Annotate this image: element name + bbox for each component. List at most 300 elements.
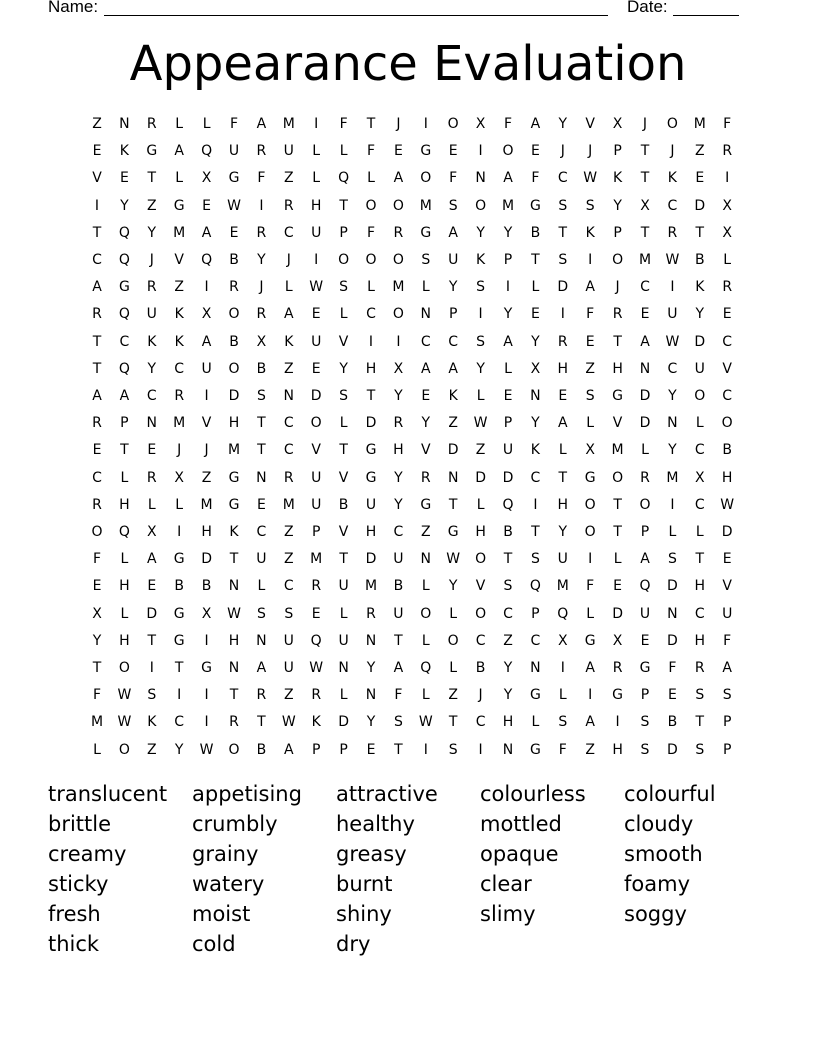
grid-letter: O xyxy=(502,143,514,160)
grid-letter: Y xyxy=(503,660,513,676)
grid-letter: Q xyxy=(118,524,130,540)
word-list-item: colourful xyxy=(624,782,716,806)
grid-letter: C xyxy=(722,388,733,404)
grid-letter: I xyxy=(204,632,209,649)
grid-letter: L xyxy=(531,714,540,731)
word-list-item: foamy xyxy=(624,872,690,896)
grid-letter: N xyxy=(667,415,678,432)
grid-letter: R xyxy=(229,279,239,296)
grid-letter: C xyxy=(283,224,294,241)
grid-letter: I xyxy=(368,333,374,350)
grid-letter: T xyxy=(531,252,540,268)
grid-letter: L xyxy=(339,605,348,622)
grid-letter: B xyxy=(256,360,267,377)
grid-letter: Y xyxy=(695,306,705,323)
grid-letter: P xyxy=(503,415,513,432)
grid-letter: Y xyxy=(366,660,376,676)
grid-letter: L xyxy=(120,605,129,622)
grid-letter: M xyxy=(666,469,679,486)
grid-letter: U xyxy=(283,660,294,676)
grid-letter: A xyxy=(284,741,294,758)
grid-letter: C xyxy=(694,496,705,513)
grid-letter: I xyxy=(505,279,511,296)
grid-letter: G xyxy=(584,469,596,486)
grid-letter: P xyxy=(503,252,513,268)
grid-letter: X xyxy=(201,605,212,622)
grid-letter: R xyxy=(612,306,623,323)
grid-letter: W xyxy=(117,687,132,704)
grid-letter: E xyxy=(229,224,239,241)
grid-letter: H xyxy=(694,578,706,595)
grid-letter: V xyxy=(722,360,732,377)
grid-letter: V xyxy=(338,524,349,540)
grid-letter: S xyxy=(339,279,349,296)
grid-letter: I xyxy=(560,660,565,676)
grid-letter: E xyxy=(722,551,732,568)
grid-letter: D xyxy=(502,469,514,486)
grid-letter: C xyxy=(667,360,678,377)
grid-letter: T xyxy=(257,415,266,432)
grid-letter: D xyxy=(146,605,158,622)
grid-letter: O xyxy=(420,605,432,622)
grid-letter: R xyxy=(92,306,102,323)
grid-letter: R xyxy=(640,469,650,486)
grid-letter: P xyxy=(448,306,458,323)
grid-letter: W xyxy=(720,496,735,513)
grid-letter: W xyxy=(199,741,214,758)
grid-letter: Z xyxy=(695,143,705,160)
grid-letter: I xyxy=(396,333,401,350)
grid-letter: S xyxy=(476,279,486,296)
grid-letter: D xyxy=(639,388,651,404)
grid-letter: O xyxy=(228,741,240,758)
grid-letter: X xyxy=(530,360,541,377)
grid-letter: F xyxy=(723,632,732,649)
grid-letter: E xyxy=(147,442,157,459)
grid-letter: M xyxy=(364,578,378,595)
grid-letter: X xyxy=(722,224,732,241)
grid-letter: O xyxy=(475,605,487,622)
grid-letter: S xyxy=(585,388,595,404)
grid-letter: L xyxy=(668,524,677,540)
grid-letter: Y xyxy=(366,714,376,731)
grid-letter: H xyxy=(119,578,130,595)
grid-letter: Q xyxy=(118,306,130,323)
grid-letter: E xyxy=(640,632,650,649)
grid-letter: D xyxy=(639,415,651,432)
grid-letter: N xyxy=(256,469,267,486)
grid-letter: Z xyxy=(448,415,458,432)
grid-letter: E xyxy=(92,578,102,595)
grid-letter: C xyxy=(283,578,294,595)
grid-letter: L xyxy=(147,496,156,513)
grid-letter: U xyxy=(311,496,322,513)
grid-letter: A xyxy=(558,415,568,432)
grid-letter: W xyxy=(583,170,598,187)
grid-letter: L xyxy=(367,170,375,187)
grid-letter: R xyxy=(612,660,623,676)
grid-letter: Y xyxy=(503,306,513,323)
grid-letter: D xyxy=(612,605,623,622)
grid-letter: H xyxy=(612,360,623,377)
grid-letter: L xyxy=(613,551,622,568)
word-list-item: translucent xyxy=(48,782,168,806)
grid-letter: G xyxy=(420,224,432,241)
grid-letter: E xyxy=(585,333,595,350)
grid-letter: S xyxy=(448,741,458,758)
header xyxy=(0,0,816,24)
grid-letter: D xyxy=(447,442,459,459)
grid-letter: Y xyxy=(558,116,568,132)
grid-letter: S xyxy=(558,714,568,731)
grid-letter: R xyxy=(393,224,404,241)
grid-letter: T xyxy=(120,442,129,459)
grid-letter: U xyxy=(365,496,377,513)
grid-letter: N xyxy=(530,388,541,404)
grid-letter: K xyxy=(229,524,239,540)
grid-letter: P xyxy=(311,741,321,758)
grid-letter: F xyxy=(339,116,348,132)
grid-letter: L xyxy=(476,496,485,513)
grid-letter: S xyxy=(476,333,486,350)
grid-letter: I xyxy=(725,170,730,187)
grid-letter: M xyxy=(227,442,241,459)
grid-letter: O xyxy=(338,252,350,268)
grid-letter: M xyxy=(501,197,515,214)
grid-letter: I xyxy=(670,496,675,513)
grid-letter: R xyxy=(393,415,404,432)
grid-letter: T xyxy=(147,170,157,187)
grid-letter: N xyxy=(420,306,432,323)
grid-letter: A xyxy=(201,224,212,241)
grid-letter: M xyxy=(611,442,624,459)
grid-letter: K xyxy=(530,442,540,459)
grid-letter: C xyxy=(92,252,102,268)
grid-letter: L xyxy=(339,687,348,704)
grid-letter: A xyxy=(503,170,513,187)
grid-letter: F xyxy=(229,116,239,132)
grid-letter: T xyxy=(92,360,102,377)
grid-letter: L xyxy=(175,170,184,187)
grid-letter: K xyxy=(119,143,129,160)
grid-letter: G xyxy=(228,469,240,486)
grid-letter: J xyxy=(560,143,565,160)
grid-letter: U xyxy=(338,632,349,649)
grid-letter: J xyxy=(478,687,483,704)
word-list-item: appetising xyxy=(192,782,302,806)
grid-letter: P xyxy=(613,224,622,241)
grid-letter: R xyxy=(722,143,733,160)
grid-letter: H xyxy=(502,714,514,731)
grid-letter: H xyxy=(201,524,212,540)
grid-letter: W xyxy=(446,551,461,568)
grid-letter: U xyxy=(393,551,404,568)
grid-letter: L xyxy=(257,578,266,595)
grid-letter: G xyxy=(529,687,541,704)
grid-letter: D xyxy=(694,333,706,350)
grid-letter: L xyxy=(531,279,540,296)
grid-letter: R xyxy=(557,333,568,350)
grid-letter: U xyxy=(256,551,267,568)
grid-letter: E xyxy=(119,170,129,187)
date-label: Date: xyxy=(627,0,668,16)
grid-letter: O xyxy=(118,741,130,758)
grid-letter: I xyxy=(204,714,209,731)
grid-letter: Z xyxy=(147,197,157,214)
grid-letter: G xyxy=(529,197,541,214)
grid-letter: P xyxy=(120,415,129,432)
grid-letter: E xyxy=(667,687,677,704)
grid-letter: S xyxy=(421,252,431,268)
grid-letter: F xyxy=(449,170,458,187)
grid-letter: Z xyxy=(147,741,157,758)
page-title: Appearance Evaluation xyxy=(129,36,687,92)
grid-letter: O xyxy=(392,197,404,214)
grid-letter: I xyxy=(670,279,675,296)
grid-letter: U xyxy=(338,578,349,595)
grid-letter: R xyxy=(694,660,705,676)
grid-letter: E xyxy=(92,442,102,459)
grid-letter: T xyxy=(448,496,458,513)
grid-letter: I xyxy=(478,143,483,160)
grid-letter: Q xyxy=(338,170,350,187)
grid-letter: M xyxy=(200,496,213,513)
grid-letter: N xyxy=(365,687,377,704)
grid-letter: Y xyxy=(257,252,266,268)
grid-letter: N xyxy=(146,415,158,432)
grid-letter: L xyxy=(120,469,129,486)
grid-letter: G xyxy=(146,143,158,160)
word-list-item: moist xyxy=(192,902,251,926)
grid-letter: N xyxy=(365,632,377,649)
grid-letter: A xyxy=(256,660,267,676)
grid-letter: K xyxy=(667,170,677,187)
word-list-item: cold xyxy=(192,932,236,956)
grid-letter: S xyxy=(558,252,568,268)
grid-letter: C xyxy=(722,333,733,350)
grid-letter: A xyxy=(92,279,102,296)
grid-letter: Z xyxy=(284,360,294,377)
grid-letter: C xyxy=(256,524,267,540)
grid-letter: H xyxy=(475,524,486,540)
grid-letter: F xyxy=(586,306,595,323)
grid-letter: B xyxy=(475,660,486,676)
grid-letter: F xyxy=(366,224,376,241)
grid-letter: H xyxy=(721,469,733,486)
grid-letter: W xyxy=(309,660,324,676)
grid-letter: T xyxy=(174,660,184,676)
grid-letter: Y xyxy=(531,333,540,350)
name-field-line xyxy=(104,15,608,16)
grid-letter: A xyxy=(585,660,595,676)
grid-letter: N xyxy=(475,170,486,187)
grid-letter: B xyxy=(694,252,705,268)
grid-letter: O xyxy=(639,496,651,513)
grid-letter: B xyxy=(722,442,732,459)
grid-letter: D xyxy=(694,197,706,214)
grid-letter: L xyxy=(312,170,321,187)
grid-letter: B xyxy=(229,333,239,350)
grid-letter: R xyxy=(146,116,157,132)
grid-letter: L xyxy=(586,415,595,432)
grid-letter: H xyxy=(393,442,404,459)
grid-letter: D xyxy=(338,714,349,731)
grid-letter: A xyxy=(147,551,157,568)
grid-letter: G xyxy=(639,660,651,676)
grid-letter: C xyxy=(393,524,404,540)
grid-letter: P xyxy=(339,741,348,758)
grid-letter: I xyxy=(94,197,100,214)
grid-letter: I xyxy=(423,741,428,758)
grid-letter: G xyxy=(201,660,213,676)
grid-letter: Z xyxy=(421,524,431,540)
grid-letter: T xyxy=(613,333,622,350)
grid-letter: U xyxy=(311,224,322,241)
grid-letter: A xyxy=(421,360,431,377)
word-list-item: sticky xyxy=(48,872,109,896)
grid-letter: U xyxy=(722,605,733,622)
grid-letter: M xyxy=(173,415,186,432)
grid-letter: X xyxy=(640,197,650,214)
grid-letter: N xyxy=(530,660,541,676)
grid-letter: T xyxy=(339,442,348,459)
grid-letter: N xyxy=(228,578,240,595)
grid-letter: T xyxy=(229,551,239,568)
word-list-item: soggy xyxy=(624,902,687,926)
grid-letter: F xyxy=(586,578,595,595)
grid-letter: A xyxy=(503,333,513,350)
grid-letter: T xyxy=(339,197,348,214)
grid-letter: M xyxy=(310,551,323,568)
grid-letter: X xyxy=(612,116,623,132)
grid-letter: T xyxy=(394,741,403,758)
grid-letter: L xyxy=(421,279,430,296)
grid-letter: K xyxy=(695,279,705,296)
grid-letter: O xyxy=(91,524,103,540)
grid-letter: A xyxy=(585,279,595,296)
grid-letter: L xyxy=(449,605,458,622)
grid-letter: T xyxy=(147,632,157,649)
grid-letter: Q xyxy=(502,496,514,513)
grid-letter: W xyxy=(418,714,433,731)
grid-letter: L xyxy=(586,605,595,622)
grid-letter: Q xyxy=(118,224,130,241)
grid-letter: E xyxy=(503,388,513,404)
grid-letter: H xyxy=(228,632,240,649)
grid-letter: U xyxy=(448,252,459,268)
grid-letter: R xyxy=(311,578,322,595)
grid-letter: N xyxy=(256,632,267,649)
grid-letter: R xyxy=(256,224,267,241)
grid-letter: A xyxy=(284,306,294,323)
grid-letter: Y xyxy=(503,224,513,241)
grid-letter: X xyxy=(585,442,595,459)
grid-letter: P xyxy=(531,605,540,622)
grid-letter: O xyxy=(365,197,377,214)
grid-letter: N xyxy=(420,551,432,568)
grid-letter: S xyxy=(339,388,349,404)
grid-letter: E xyxy=(147,578,157,595)
word-list-item: brittle xyxy=(48,812,112,836)
grid-letter: R xyxy=(283,469,294,486)
grid-letter: W xyxy=(117,714,132,731)
grid-letter: K xyxy=(311,714,321,731)
grid-letter: T xyxy=(229,687,239,704)
grid-letter: X xyxy=(475,116,486,132)
grid-letter: I xyxy=(149,660,154,676)
grid-letter: D xyxy=(228,388,240,404)
grid-letter: O xyxy=(612,252,624,268)
grid-letter: D xyxy=(365,551,377,568)
grid-letter: G xyxy=(612,388,624,404)
grid-letter: M xyxy=(693,116,706,132)
grid-letter: F xyxy=(394,687,403,704)
grid-letter: R xyxy=(92,415,102,432)
grid-letter: X xyxy=(174,469,184,486)
grid-letter: W xyxy=(227,197,241,214)
grid-letter: H xyxy=(119,496,130,513)
grid-letter: L xyxy=(421,687,430,704)
grid-letter: C xyxy=(530,469,541,486)
grid-letter: Y xyxy=(394,496,403,513)
grid-letter: O xyxy=(584,524,596,540)
word-list-item: fresh xyxy=(48,902,101,926)
grid-letter: L xyxy=(504,360,512,377)
grid-letter: L xyxy=(175,116,184,132)
grid-letter: T xyxy=(695,551,705,568)
grid-letter: U xyxy=(311,333,322,350)
grid-letter: T xyxy=(257,442,266,459)
grid-letter: F xyxy=(668,660,677,676)
grid-letter: F xyxy=(558,741,567,758)
grid-letter: E xyxy=(448,143,458,160)
grid-letter: E xyxy=(613,578,623,595)
grid-letter: N xyxy=(502,741,514,758)
grid-letter: X xyxy=(201,170,212,187)
grid-letter: Z xyxy=(92,116,102,132)
grid-letter: Q xyxy=(118,360,130,377)
grid-letter: O xyxy=(392,306,404,323)
grid-letter: L xyxy=(367,279,375,296)
grid-letter: J xyxy=(615,279,620,296)
grid-letter: E xyxy=(530,143,540,160)
grid-letter: O xyxy=(228,306,240,323)
grid-letter: H xyxy=(365,524,377,540)
grid-letter: S xyxy=(640,741,650,758)
word-list-item: opaque xyxy=(480,842,559,866)
grid-letter: B xyxy=(393,578,404,595)
grid-letter: O xyxy=(475,197,487,214)
grid-letter: M xyxy=(419,197,432,214)
grid-letter: M xyxy=(392,279,405,296)
word-list-item: healthy xyxy=(336,812,415,836)
grid-letter: H xyxy=(694,632,706,649)
grid-letter: L xyxy=(476,388,485,404)
grid-letter: C xyxy=(448,333,459,350)
grid-letter: I xyxy=(560,306,565,323)
grid-letter: C xyxy=(92,469,102,486)
grid-letter: Z xyxy=(174,279,184,296)
grid-letter: O xyxy=(310,415,322,432)
word-list-item: colourless xyxy=(480,782,586,806)
grid-letter: T xyxy=(339,551,348,568)
grid-letter: K xyxy=(585,224,595,241)
grid-letter: P xyxy=(613,143,622,160)
grid-letter: C xyxy=(475,632,486,649)
grid-letter: Y xyxy=(668,388,677,404)
grid-letter: S xyxy=(585,197,595,214)
grid-letter: L xyxy=(339,143,348,160)
